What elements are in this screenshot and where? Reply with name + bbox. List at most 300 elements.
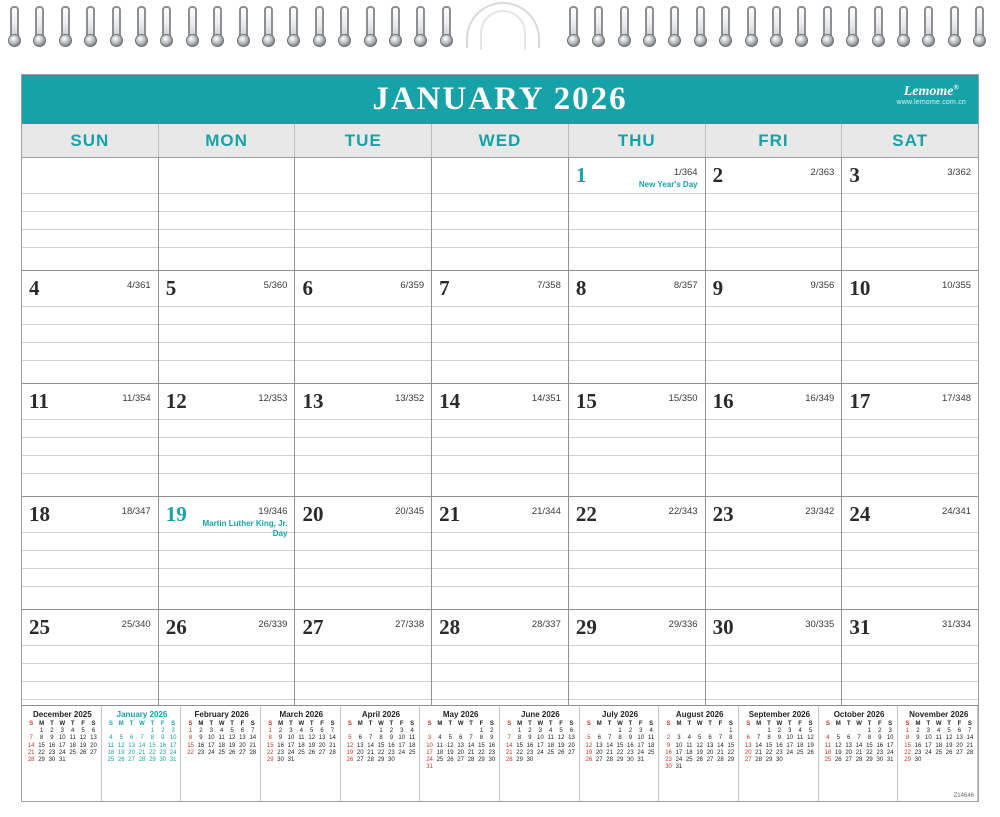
mini-day: 23 bbox=[277, 749, 284, 756]
mini-day: 24 bbox=[675, 757, 683, 764]
mini-day: 24 bbox=[207, 749, 215, 756]
mini-day: 10 bbox=[398, 735, 406, 742]
mini-day: 15 bbox=[516, 742, 523, 749]
week-row bbox=[22, 271, 978, 384]
mini-day bbox=[684, 728, 694, 735]
mini-dow-header: T bbox=[469, 721, 473, 727]
mini-day: 24 bbox=[786, 749, 794, 756]
mini-month-title: March 2026 bbox=[279, 710, 324, 719]
day-cell-empty[interactable] bbox=[432, 158, 569, 270]
day-number: 15 bbox=[575, 389, 597, 413]
day-number: 11 bbox=[29, 389, 49, 413]
mini-dow-header: W bbox=[856, 721, 862, 727]
mini-dow-header: T bbox=[389, 721, 394, 727]
day-cell-20[interactable] bbox=[295, 497, 432, 609]
julian-day-count: 6/359 bbox=[400, 280, 425, 291]
mini-day: 12 bbox=[696, 742, 704, 749]
mini-day bbox=[954, 757, 964, 764]
day-cell-13[interactable] bbox=[295, 384, 432, 496]
mini-day bbox=[944, 757, 954, 764]
mini-day: 2 bbox=[389, 728, 394, 735]
mini-day bbox=[307, 757, 317, 764]
mini-day: 26 bbox=[79, 749, 87, 756]
mini-day: 26 bbox=[117, 757, 125, 764]
mini-dow-header: T bbox=[708, 721, 712, 727]
mini-day: 3 bbox=[538, 728, 543, 735]
julian-day-count: 20/345 bbox=[395, 506, 425, 517]
mini-day: 25 bbox=[796, 749, 804, 756]
mini-day: 19 bbox=[807, 742, 814, 749]
mini-day: 28 bbox=[467, 757, 475, 764]
mini-day: 28 bbox=[755, 757, 762, 764]
mini-day: 9 bbox=[628, 735, 633, 742]
mini-day bbox=[843, 728, 853, 735]
mini-day: 30 bbox=[665, 764, 672, 771]
mini-day: 7 bbox=[330, 728, 335, 735]
mini-day: 11 bbox=[796, 735, 804, 742]
julian-day-count: 26/339 bbox=[258, 619, 288, 630]
mini-day: 22 bbox=[38, 749, 45, 756]
mini-day bbox=[407, 757, 417, 764]
day-cell-2[interactable] bbox=[706, 158, 843, 270]
mini-day: 2 bbox=[628, 728, 633, 735]
mini-day: 19 bbox=[346, 749, 354, 756]
mini-day: 27 bbox=[239, 749, 246, 756]
binding-hole bbox=[8, 34, 21, 47]
mini-day: 2 bbox=[666, 735, 671, 742]
mini-day: 27 bbox=[956, 749, 963, 756]
mini-dow-header: W bbox=[378, 721, 384, 727]
binding-hole bbox=[719, 34, 732, 47]
mini-day: 2 bbox=[50, 728, 54, 735]
day-cell-18[interactable] bbox=[22, 497, 159, 609]
day-number: 21 bbox=[439, 502, 461, 526]
mini-dow-header: S bbox=[586, 721, 591, 727]
mini-day: 2 bbox=[777, 728, 782, 735]
binding-hole bbox=[668, 34, 681, 47]
mini-day: 17 bbox=[398, 742, 406, 749]
day-cell-19[interactable] bbox=[159, 497, 296, 609]
mini-day: 23 bbox=[665, 757, 672, 764]
mini-day: 27 bbox=[90, 749, 97, 756]
day-number: 17 bbox=[849, 389, 871, 413]
mini-day: 23 bbox=[197, 749, 205, 756]
mini-day: 13 bbox=[595, 742, 603, 749]
mini-day: 13 bbox=[457, 742, 465, 749]
mini-month-october-2026[interactable] bbox=[819, 706, 899, 801]
mini-day: 31 bbox=[58, 757, 66, 764]
mini-month-november-2026[interactable] bbox=[898, 706, 978, 801]
mini-day: 8 bbox=[867, 735, 872, 742]
mini-day: 10 bbox=[675, 742, 683, 749]
mini-day: 15 bbox=[149, 742, 156, 749]
mini-day: 17 bbox=[637, 742, 645, 749]
mini-day: 1 bbox=[188, 728, 193, 735]
mini-day: 16 bbox=[914, 742, 922, 749]
mini-month-july-2026[interactable] bbox=[580, 706, 660, 801]
mini-dow-header: S bbox=[330, 721, 335, 727]
mini-day: 26 bbox=[807, 749, 814, 756]
mini-day: 8 bbox=[379, 735, 383, 742]
mini-day: 7 bbox=[607, 735, 612, 742]
binding-hole bbox=[84, 34, 97, 47]
mini-dow-header: S bbox=[728, 721, 733, 727]
mini-day: 27 bbox=[595, 757, 603, 764]
mini-month-title: August 2026 bbox=[675, 710, 724, 719]
mini-month-february-2026[interactable] bbox=[181, 706, 261, 801]
mini-day: 22 bbox=[727, 749, 735, 756]
mini-day bbox=[753, 728, 763, 735]
mini-day bbox=[296, 757, 306, 764]
mini-day: 25 bbox=[408, 749, 416, 756]
mini-dow-header: F bbox=[81, 721, 85, 727]
day-number: 19 bbox=[165, 502, 187, 526]
mini-day: 10 bbox=[637, 735, 645, 742]
day-cell-empty[interactable] bbox=[295, 158, 432, 270]
mini-dow-header: S bbox=[507, 721, 512, 727]
mini-dow-header: M bbox=[437, 721, 443, 727]
mini-month-december-2025[interactable] bbox=[22, 706, 102, 801]
mini-day: 30 bbox=[277, 757, 284, 764]
julian-day-count: 25/340 bbox=[121, 619, 151, 630]
mini-dow-header: S bbox=[905, 721, 910, 727]
mini-day: 28 bbox=[505, 757, 513, 764]
mini-day bbox=[584, 728, 594, 735]
mini-day bbox=[715, 764, 725, 771]
mini-dow-header: F bbox=[718, 721, 723, 727]
mini-dow-header: T bbox=[289, 721, 293, 727]
mini-dow-header: M bbox=[118, 721, 124, 727]
mini-day bbox=[455, 728, 465, 735]
mini-day: 6 bbox=[597, 735, 601, 742]
day-cell-14[interactable] bbox=[432, 384, 569, 496]
weekday-header-tue: TUE bbox=[295, 124, 432, 157]
mini-day: 10 bbox=[207, 735, 215, 742]
mini-day: 21 bbox=[505, 749, 513, 756]
mini-day: 21 bbox=[966, 742, 974, 749]
mini-day: 5 bbox=[559, 728, 563, 735]
mini-day: 28 bbox=[606, 757, 613, 764]
mini-day bbox=[663, 728, 673, 735]
mini-day: 5 bbox=[348, 735, 352, 742]
mini-day: 20 bbox=[706, 749, 714, 756]
mini-day bbox=[445, 728, 455, 735]
mini-day: 22 bbox=[377, 749, 385, 756]
mini-day: 26 bbox=[228, 749, 236, 756]
day-cell-16[interactable] bbox=[706, 384, 843, 496]
mini-day: 17 bbox=[426, 749, 433, 756]
day-cell-5[interactable] bbox=[159, 271, 296, 383]
mini-day: 21 bbox=[855, 749, 863, 756]
page-title: JANUARY 2026 bbox=[372, 81, 628, 117]
mini-day: 25 bbox=[218, 749, 225, 756]
mini-dow-header: F bbox=[638, 721, 643, 727]
mini-dow-header: T bbox=[787, 721, 792, 727]
day-cell-15[interactable] bbox=[569, 384, 706, 496]
day-cell-12[interactable] bbox=[159, 384, 296, 496]
julian-day-count: 5/360 bbox=[263, 280, 288, 291]
writing-rules bbox=[159, 158, 295, 270]
mini-day: 18 bbox=[408, 742, 416, 749]
julian-day-count: 18/347 bbox=[121, 506, 151, 517]
mini-day: 20 bbox=[239, 742, 246, 749]
mini-day: 3 bbox=[400, 728, 404, 735]
mini-day: 20 bbox=[457, 749, 465, 756]
mini-day: 16 bbox=[48, 742, 56, 749]
mini-day: 22 bbox=[478, 749, 485, 756]
mini-day: 24 bbox=[637, 749, 645, 756]
day-cell-7[interactable] bbox=[432, 271, 569, 383]
mini-day: 4 bbox=[219, 728, 224, 735]
mini-day: 1 bbox=[268, 728, 272, 735]
mini-month-august-2026[interactable] bbox=[659, 706, 739, 801]
day-cell-4[interactable] bbox=[22, 271, 159, 383]
day-cell-8[interactable] bbox=[569, 271, 706, 383]
mini-day: 4 bbox=[410, 728, 414, 735]
mini-day: 6 bbox=[746, 735, 750, 742]
mini-day: 22 bbox=[516, 749, 523, 756]
mini-month-title: September 2026 bbox=[748, 710, 811, 719]
mini-day: 27 bbox=[457, 757, 465, 764]
mini-day bbox=[854, 728, 864, 735]
mini-day: 12 bbox=[228, 735, 236, 742]
day-cell-24[interactable] bbox=[842, 497, 978, 609]
day-number: 22 bbox=[575, 502, 597, 526]
mini-day: 17 bbox=[786, 742, 794, 749]
day-number: 25 bbox=[29, 615, 50, 639]
mini-day: 29 bbox=[616, 757, 624, 764]
mini-day: 10 bbox=[786, 735, 794, 742]
mini-dow-header: T bbox=[947, 721, 951, 727]
mini-day: 24 bbox=[924, 749, 932, 756]
day-cell-11[interactable] bbox=[22, 384, 159, 496]
mini-day: 12 bbox=[117, 742, 125, 749]
mini-month-january-2026[interactable] bbox=[102, 706, 182, 801]
day-number: 24 bbox=[849, 502, 871, 526]
mini-day: 23 bbox=[914, 749, 922, 756]
mini-day: 14 bbox=[606, 742, 613, 749]
mini-day: 2 bbox=[199, 728, 203, 735]
mini-day: 18 bbox=[69, 742, 77, 749]
mini-day: 6 bbox=[240, 728, 245, 735]
mini-dow-header: M bbox=[596, 721, 602, 727]
mini-day: 26 bbox=[557, 749, 565, 756]
mini-day: 3 bbox=[289, 728, 293, 735]
day-cell-23[interactable] bbox=[706, 497, 843, 609]
mini-day: 2 bbox=[161, 728, 165, 735]
mini-month-title: April 2026 bbox=[361, 710, 401, 719]
mini-day: 11 bbox=[935, 735, 942, 742]
month-grid bbox=[22, 158, 978, 723]
mini-day: 8 bbox=[479, 735, 484, 742]
julian-day-count: 23/342 bbox=[805, 506, 835, 517]
mini-day: 17 bbox=[537, 742, 544, 749]
day-cell-22[interactable] bbox=[569, 497, 706, 609]
mini-month-may-2026[interactable] bbox=[420, 706, 500, 801]
mini-dow-header: W bbox=[537, 721, 544, 727]
mini-day: 17 bbox=[207, 742, 215, 749]
day-number: 9 bbox=[712, 276, 724, 300]
day-cell-10[interactable] bbox=[842, 271, 978, 383]
mini-day: 17 bbox=[169, 742, 177, 749]
mini-dow-header: M bbox=[357, 721, 363, 727]
mini-day: 19 bbox=[557, 742, 565, 749]
julian-day-count: 21/344 bbox=[531, 506, 561, 517]
mini-day: 14 bbox=[367, 742, 374, 749]
binding-hole bbox=[922, 34, 935, 47]
binding-hole bbox=[694, 34, 707, 47]
mini-month-june-2026[interactable] bbox=[500, 706, 580, 801]
mini-day: 4 bbox=[649, 728, 653, 735]
mini-dow-header: S bbox=[108, 721, 113, 727]
mini-dow-header: W bbox=[776, 721, 783, 727]
mini-day: 1 bbox=[479, 728, 484, 735]
mini-dow-header: T bbox=[309, 721, 314, 727]
weekday-header-row bbox=[22, 124, 978, 158]
mini-day: 17 bbox=[675, 749, 683, 756]
mini-day: 24 bbox=[426, 757, 433, 764]
mini-day: 13 bbox=[239, 735, 246, 742]
binding-hole bbox=[872, 34, 885, 47]
mini-day: 6 bbox=[358, 735, 362, 742]
mini-day: 25 bbox=[824, 757, 832, 764]
mini-dow-header: M bbox=[517, 721, 523, 727]
mini-day: 28 bbox=[367, 757, 374, 764]
mini-month-table bbox=[424, 721, 497, 771]
day-cell-1[interactable] bbox=[569, 158, 706, 270]
mini-day: 5 bbox=[81, 728, 85, 735]
mini-day bbox=[424, 728, 434, 735]
mini-day: 18 bbox=[297, 742, 305, 749]
mini-dow-header: M bbox=[915, 721, 921, 727]
mini-dow-header: S bbox=[410, 721, 415, 727]
day-cell-empty[interactable] bbox=[159, 158, 296, 270]
mini-day bbox=[695, 728, 705, 735]
binding-hole bbox=[821, 34, 834, 47]
mini-day: 13 bbox=[706, 742, 714, 749]
mini-day: 9 bbox=[278, 735, 283, 742]
mini-day: 1 bbox=[150, 728, 155, 735]
day-number: 4 bbox=[29, 276, 40, 300]
mini-day: 20 bbox=[595, 749, 603, 756]
mini-dow-header: T bbox=[50, 721, 54, 727]
mini-day: 21 bbox=[755, 749, 762, 756]
mini-day: 1 bbox=[618, 728, 622, 735]
day-number: 10 bbox=[849, 276, 871, 300]
mini-day: 8 bbox=[268, 735, 272, 742]
mini-day: 17 bbox=[58, 742, 66, 749]
day-cell-17[interactable] bbox=[842, 384, 978, 496]
mini-day: 31 bbox=[287, 757, 295, 764]
mini-day: 8 bbox=[729, 735, 733, 742]
mini-day: 21 bbox=[329, 742, 336, 749]
mini-day bbox=[934, 757, 944, 764]
binding-hole bbox=[795, 34, 808, 47]
mini-day: 8 bbox=[188, 735, 193, 742]
mini-day: 22 bbox=[866, 749, 873, 756]
mini-day: 2 bbox=[528, 728, 532, 735]
mini-day bbox=[823, 728, 833, 735]
mini-day: 9 bbox=[50, 735, 54, 742]
mini-day: 13 bbox=[744, 742, 752, 749]
mini-day: 9 bbox=[666, 742, 671, 749]
julian-day-count: 28/337 bbox=[531, 619, 561, 630]
day-cell-3[interactable] bbox=[842, 158, 978, 270]
mini-day: 18 bbox=[218, 742, 225, 749]
mini-day: 28 bbox=[27, 757, 35, 764]
mini-day: 12 bbox=[945, 735, 953, 742]
mini-dow-header: M bbox=[756, 721, 762, 727]
mini-day: 25 bbox=[107, 757, 115, 764]
mini-day: 26 bbox=[945, 749, 953, 756]
mini-day: 6 bbox=[708, 735, 712, 742]
mini-month-table bbox=[265, 721, 338, 764]
weekday-header-wed: WED bbox=[432, 124, 569, 157]
mini-day: 18 bbox=[824, 749, 832, 756]
mini-day: 15 bbox=[187, 742, 194, 749]
mini-day: 7 bbox=[140, 735, 144, 742]
mini-day: 19 bbox=[446, 749, 454, 756]
day-cell-21[interactable] bbox=[432, 497, 569, 609]
mini-day bbox=[345, 728, 355, 735]
mini-day: 25 bbox=[547, 749, 555, 756]
mini-day: 13 bbox=[90, 735, 97, 742]
mini-day: 20 bbox=[90, 742, 97, 749]
day-number: 12 bbox=[165, 389, 187, 413]
mini-day bbox=[805, 757, 815, 764]
mini-day: 22 bbox=[266, 749, 274, 756]
mini-day: 19 bbox=[834, 749, 842, 756]
mini-day: 13 bbox=[128, 742, 135, 749]
mini-dow-header: W bbox=[139, 721, 145, 727]
mini-day: 21 bbox=[467, 749, 475, 756]
mini-day: 5 bbox=[448, 735, 452, 742]
mini-month-april-2026[interactable] bbox=[341, 706, 421, 801]
mini-day: 7 bbox=[718, 735, 723, 742]
mini-day: 25 bbox=[935, 749, 943, 756]
day-number: 29 bbox=[575, 615, 597, 639]
mini-month-march-2026[interactable] bbox=[261, 706, 341, 801]
mini-day: 19 bbox=[945, 742, 953, 749]
mini-day: 15 bbox=[478, 742, 485, 749]
mini-day: 30 bbox=[526, 757, 534, 764]
mini-day: 29 bbox=[904, 757, 911, 764]
mini-day bbox=[705, 728, 715, 735]
mini-day: 1 bbox=[39, 728, 44, 735]
mini-day: 18 bbox=[647, 742, 655, 749]
mini-day: 11 bbox=[686, 742, 693, 749]
day-cell-6[interactable] bbox=[295, 271, 432, 383]
day-number: 2 bbox=[712, 163, 724, 187]
title-bar bbox=[22, 75, 978, 124]
day-cell-empty[interactable] bbox=[22, 158, 159, 270]
mini-day: 5 bbox=[836, 735, 840, 742]
mini-day: 23 bbox=[526, 749, 534, 756]
mini-day: 20 bbox=[956, 742, 963, 749]
mini-dow-header: W bbox=[59, 721, 66, 727]
mini-dow-header: T bbox=[70, 721, 75, 727]
day-cell-9[interactable] bbox=[706, 271, 843, 383]
day-number: 23 bbox=[712, 502, 734, 526]
mini-day: 5 bbox=[587, 735, 591, 742]
day-number: 30 bbox=[712, 615, 734, 639]
mini-month-september-2026[interactable] bbox=[739, 706, 819, 801]
mini-day: 7 bbox=[857, 735, 861, 742]
mini-day: 6 bbox=[846, 735, 851, 742]
mini-dow-header: W bbox=[218, 721, 225, 727]
binding-hole bbox=[897, 34, 910, 47]
mini-dow-header: T bbox=[846, 721, 851, 727]
